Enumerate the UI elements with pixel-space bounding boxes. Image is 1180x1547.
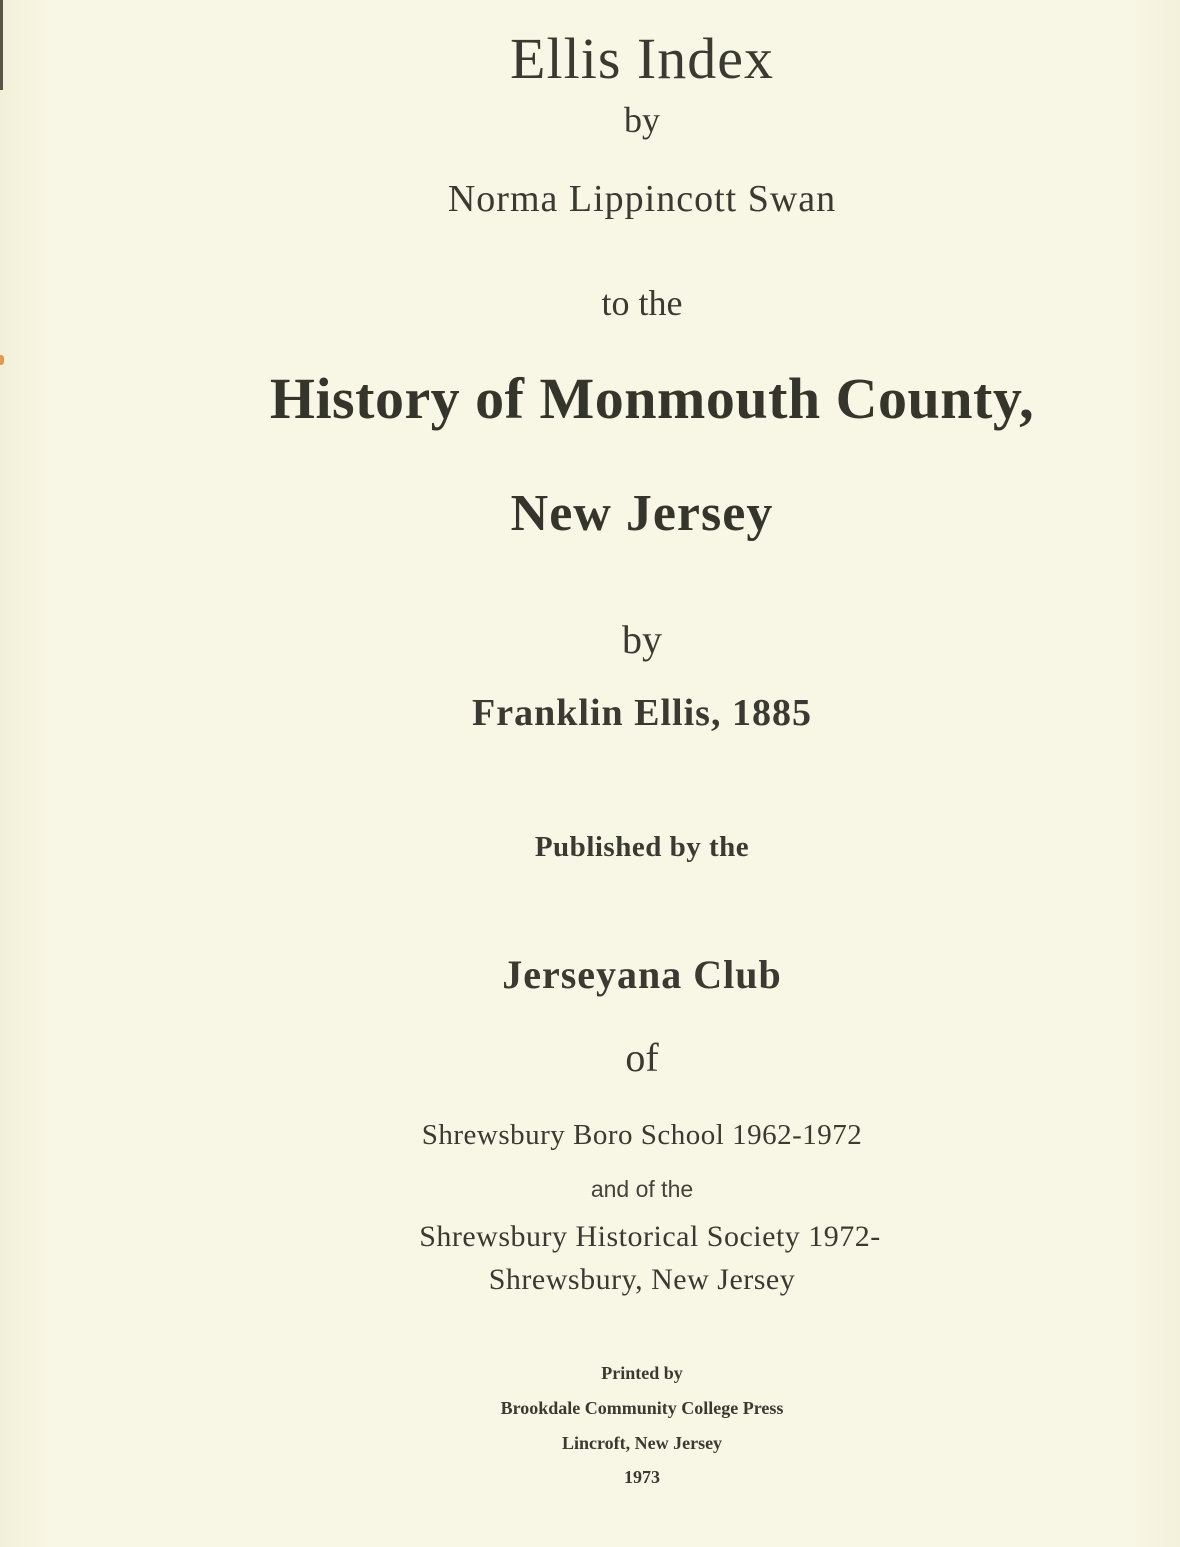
print-year: 1973: [624, 1467, 660, 1487]
book-title-line-1: History of Monmouth County,: [269, 366, 1035, 431]
printer-name: Brookdale Community College Press: [500, 1398, 784, 1418]
book-title-line-2: New Jersey: [510, 485, 774, 542]
by-line-1: by: [624, 100, 660, 140]
by-line-2: by: [622, 617, 662, 662]
index-author: Norma Lippincott Swan: [447, 178, 837, 220]
printer-location: Lincroft, New Jersey: [561, 1433, 723, 1453]
index-title: Ellis Index: [510, 26, 774, 91]
of-line: of: [625, 1035, 659, 1080]
book-author: Franklin Ellis, 1885: [472, 692, 812, 734]
printed-by-line: Printed by: [601, 1363, 683, 1383]
to-the-line: to the: [601, 283, 683, 323]
and-of-the-line: and of the: [590, 1176, 694, 1202]
society-line: Shrewsbury Historical Society 1972-: [419, 1220, 881, 1253]
school-line: Shrewsbury Boro School 1962-1972: [421, 1119, 863, 1151]
club-name: Jerseyana Club: [502, 952, 782, 997]
location-line: Shrewsbury, New Jersey: [488, 1263, 796, 1296]
scan-edge-mark: [0, 0, 3, 90]
published-by-line: Published by the: [534, 831, 750, 863]
scan-edge-dot: [0, 355, 4, 365]
